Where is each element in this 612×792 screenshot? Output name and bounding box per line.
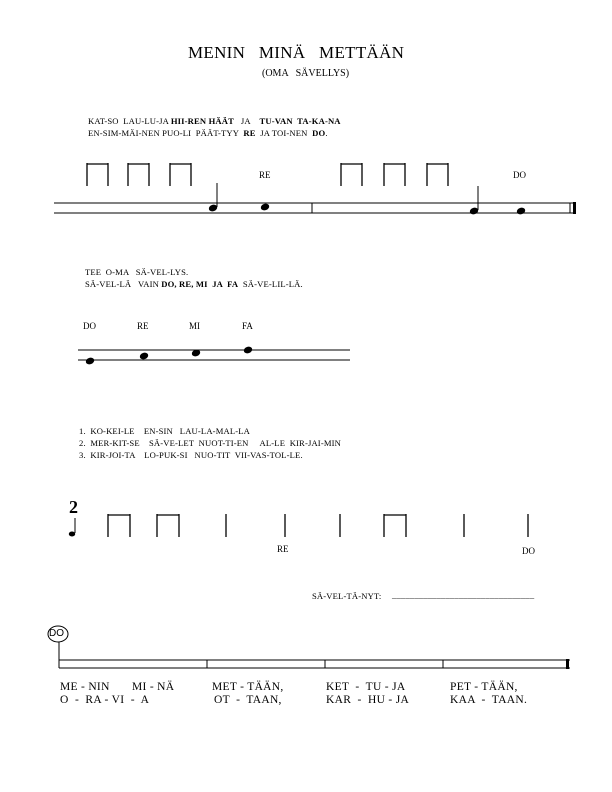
staff-lines	[78, 350, 350, 360]
quarter-note-icon	[208, 183, 218, 212]
intro-line-2	[88, 129, 328, 138]
solfege-label-re: RE	[137, 321, 149, 331]
step-2: 2. MER-KIT-SE SÄ-VE-LET NUOT-TI-EN AL-LE KIR-JAI-MIN	[79, 438, 341, 448]
lyric-word: KET - TU - JA	[326, 681, 406, 693]
text-run: .	[325, 128, 328, 138]
page-title: MENIN MINÄ METTÄÄN	[188, 43, 405, 62]
text-run: JA TOI-NEN	[255, 128, 313, 138]
intro-line-1	[88, 117, 341, 126]
eighth-pair-icon	[157, 514, 179, 537]
lyric-word: ME - NIN	[60, 681, 110, 693]
quarter-note-icon	[516, 207, 526, 216]
solfege-label-do: DO	[513, 170, 526, 180]
text-run: EN-SIM-MÄI-NEN PUO-LI PÄÄT-TYY	[88, 128, 244, 138]
text-run: HII-REN HÄÄT	[170, 116, 235, 126]
solfege-label-do: DO	[83, 321, 96, 331]
staff-lines	[54, 203, 576, 213]
final-barline	[566, 659, 569, 669]
solfege-label-mi: MI	[189, 321, 200, 331]
step-1: 1. KO-KEI-LE EN-SIN LAU-LA-MAL-LA	[79, 426, 251, 436]
eighth-pair-icon	[426, 163, 450, 187]
text-run: TU-VAN TA-KA-NA	[259, 116, 341, 126]
eighth-pair-icon	[127, 163, 151, 187]
text-run: DO, RE, MI JA FA	[161, 279, 239, 289]
note-re-icon	[139, 352, 149, 361]
quarter-note-icon	[69, 518, 75, 537]
answer-blank-line[interactable]: ________________________________	[392, 590, 535, 600]
lyric-word: KAR - HU - JA	[326, 694, 410, 706]
staff-lines	[59, 660, 570, 668]
lyric-word: MI - NÄ	[132, 681, 175, 693]
quarter-note-icon	[260, 203, 270, 212]
quarter-note-icon	[469, 186, 479, 215]
text-run: SÄ-VEL-LÄ VAIN	[85, 279, 162, 289]
time-signature: 2	[69, 497, 78, 517]
lyric-word: PET - TÄÄN,	[450, 681, 518, 693]
solfege-label-re: RE	[259, 170, 271, 180]
solfege-label-do: DO	[522, 546, 535, 556]
lyric-word: KAA - TAAN.	[450, 694, 528, 706]
text-run: RE	[243, 128, 256, 138]
text-run: SÄ-VE-LIL-LÄ.	[238, 279, 303, 289]
lyric-word: OT - TAAN,	[214, 694, 282, 706]
compose-line-2	[85, 280, 303, 289]
lyric-word: O - RA - VI - A	[60, 694, 150, 706]
step-3: 3. KIR-JOI-TA LO-PUK-SI NUO-TIT VII-VAS-TOL-LE.	[79, 450, 303, 460]
text-run: JA	[234, 116, 260, 126]
eighth-pair-icon	[108, 514, 130, 537]
compose-line-1: TEE O-MA SÄ-VEL-LYS.	[85, 267, 189, 277]
solfege-label-fa: FA	[242, 321, 253, 331]
final-barline	[573, 202, 576, 214]
eighth-pair-icon	[86, 163, 110, 187]
lyric-word: MET - TÄÄN,	[212, 681, 284, 693]
eighth-pair-icon	[340, 163, 364, 187]
note-mi-icon	[191, 349, 201, 358]
text-run: KAT-SO LAU-LU-JA	[88, 116, 171, 126]
eighth-pair-icon	[169, 163, 193, 187]
eighth-pair-icon	[384, 514, 406, 537]
eighth-pair-icon	[383, 163, 407, 187]
text-run: DO	[312, 128, 326, 138]
start-note-label: DO	[49, 628, 64, 639]
note-do-icon	[85, 357, 95, 366]
answer-label: SÄ-VEL-TÄ-NYT:	[312, 591, 382, 601]
note-fa-icon	[243, 346, 253, 355]
solfege-label-re: RE	[277, 544, 289, 554]
page-subtitle: (OMA SÄVELLYS)	[262, 68, 350, 79]
